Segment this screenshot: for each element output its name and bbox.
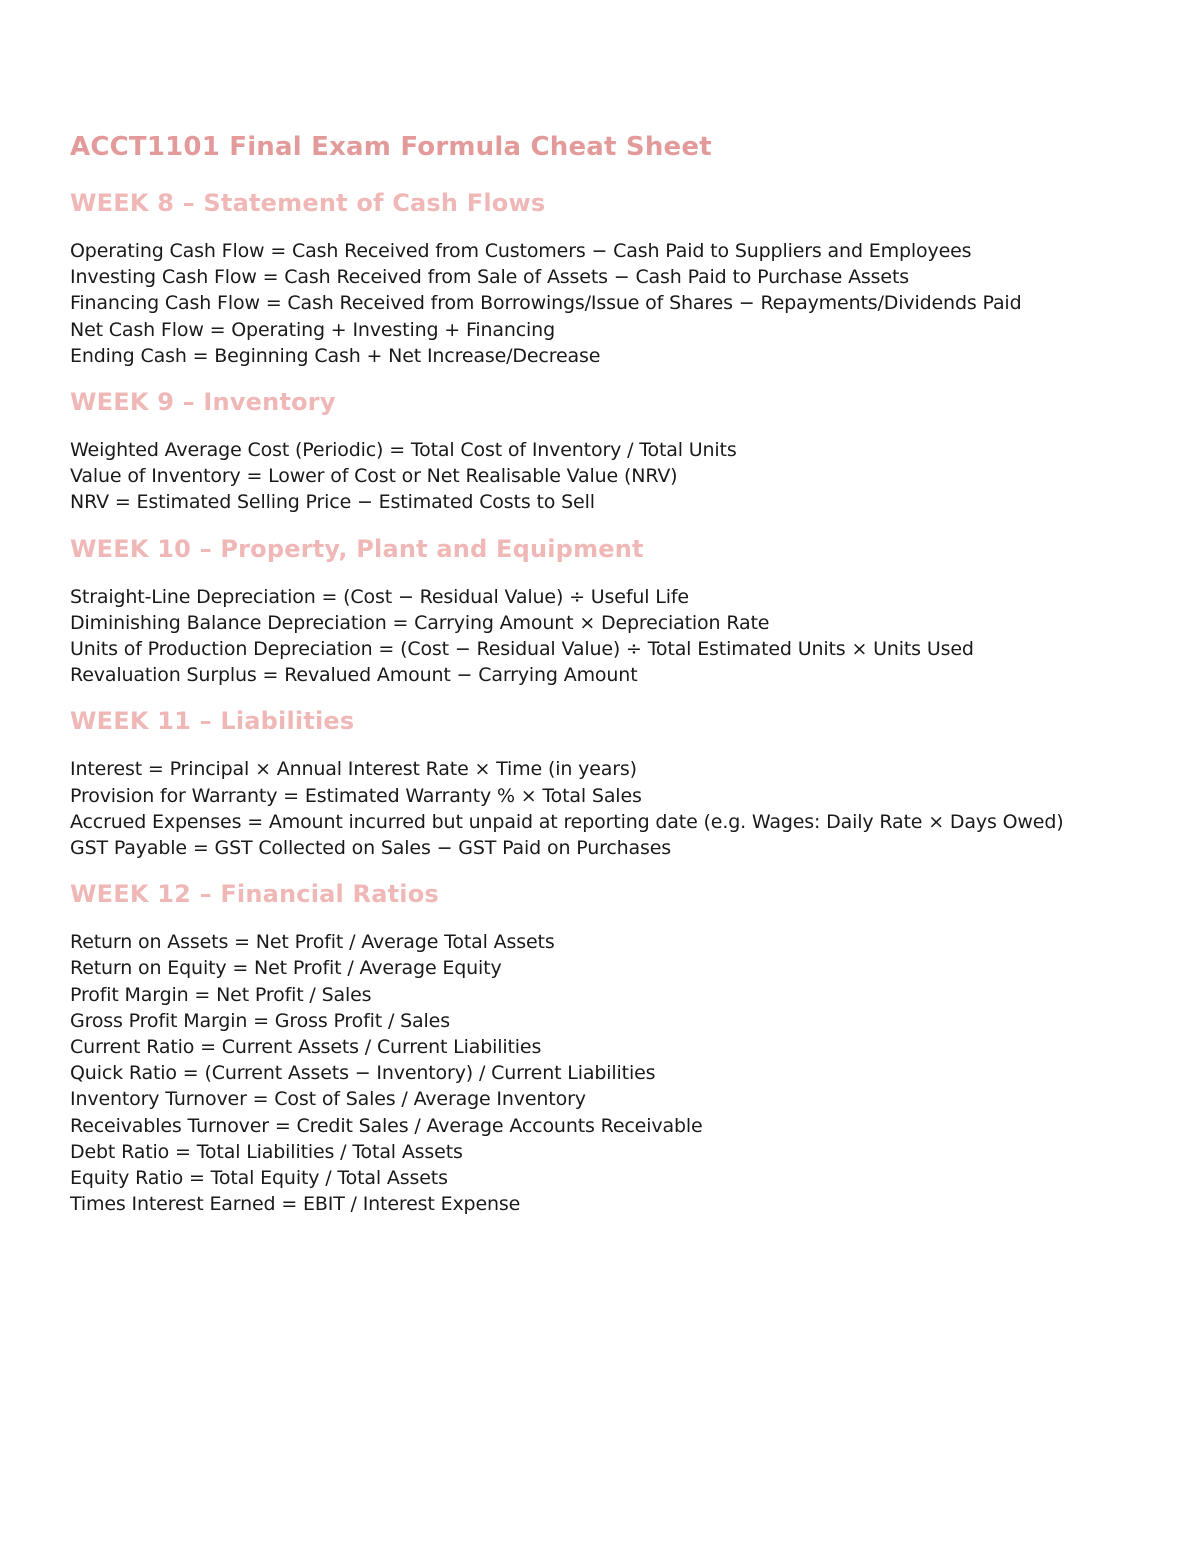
sections-container [70, 186, 1180, 1217]
section-heading: WEEK 8 – Statement of Cash Flows [70, 189, 546, 217]
formula-line: Return on Equity = Net Profit / Average Equity [70, 957, 502, 980]
formula-list [70, 437, 1180, 516]
formula-line: Interest = Principal × Annual Interest Rate × Time (in years) [70, 758, 637, 781]
formula-line: Debt Ratio = Total Liabilities / Total Assets [70, 1140, 463, 1163]
formula-line: Profit Margin = Net Profit / Sales [70, 983, 372, 1006]
section-week-11 [70, 704, 1180, 861]
formula-line: Value of Inventory = Lower of Cost or Net Realisable Value (NRV) [70, 465, 678, 488]
section-heading: WEEK 11 – Liabilities [70, 707, 355, 736]
formula-line: NRV = Estimated Selling Price − Estimated Costs to Sell [70, 491, 595, 514]
formula-line: Return on Assets = Net Profit / Average Total Assets [70, 931, 555, 954]
formula-line: Financing Cash Flow = Cash Received from Borrowings/Issue of Shares − Repayments/Dividends Paid [70, 292, 1022, 315]
section-heading: WEEK 10 – Property, Plant and Equipment [70, 534, 644, 563]
formula-line: Accrued Expenses = Amount incurred but unpaid at reporting date (e.g. Wages: Daily Rate × Days Owed) [70, 810, 1064, 833]
formula-list [70, 238, 1180, 369]
document-page [70, 128, 1180, 1217]
document-title: ACCT1101 Final Exam Formula Cheat Sheet [70, 132, 712, 162]
formula-list [70, 929, 1180, 1217]
formula-line: Inventory Turnover = Cost of Sales / Average Inventory [70, 1088, 586, 1111]
formula-line: Provision for Warranty = Estimated Warranty % × Total Sales [70, 784, 642, 807]
formula-line: Equity Ratio = Total Equity / Total Assets [70, 1167, 448, 1190]
formula-list [70, 756, 1180, 861]
formula-line: Straight-Line Depreciation = (Cost − Residual Value) ÷ Useful Life [70, 585, 689, 608]
formula-line: Times Interest Earned = EBIT / Interest Expense [70, 1193, 521, 1216]
formula-line: Quick Ratio = (Current Assets − Inventory) / Current Liabilities [70, 1062, 656, 1085]
section-heading: WEEK 9 – Inventory [70, 388, 336, 417]
section-week-9 [70, 385, 1180, 516]
formula-line: Ending Cash = Beginning Cash + Net Increase/Decrease [70, 344, 601, 367]
section-week-8 [70, 186, 1180, 369]
section-week-12 [70, 877, 1180, 1217]
formula-line: Receivables Turnover = Credit Sales / Average Accounts Receivable [70, 1114, 703, 1137]
section-week-10 [70, 532, 1180, 689]
formula-list [70, 584, 1180, 689]
formula-line: Weighted Average Cost (Periodic) = Total Cost of Inventory / Total Units [70, 439, 737, 462]
formula-line: Revaluation Surplus = Revalued Amount − Carrying Amount [70, 664, 638, 687]
formula-line: Operating Cash Flow = Cash Received from Customers − Cash Paid to Suppliers and Employees [70, 240, 972, 262]
formula-line: Diminishing Balance Depreciation = Carrying Amount × Depreciation Rate [70, 611, 770, 634]
formula-line: Net Cash Flow = Operating + Investing + Financing [70, 318, 555, 341]
section-heading: WEEK 12 – Financial Ratios [70, 880, 439, 909]
formula-line: Gross Profit Margin = Gross Profit / Sales [70, 1009, 450, 1032]
formula-line: Units of Production Depreciation = (Cost − Residual Value) ÷ Total Estimated Units × Units Used [70, 638, 974, 661]
formula-line: Investing Cash Flow = Cash Received from Sale of Assets − Cash Paid to Purchase Assets [70, 266, 910, 289]
formula-line: GST Payable = GST Collected on Sales − GST Paid on Purchases [70, 837, 672, 860]
formula-line: Current Ratio = Current Assets / Current Liabilities [70, 1036, 542, 1059]
